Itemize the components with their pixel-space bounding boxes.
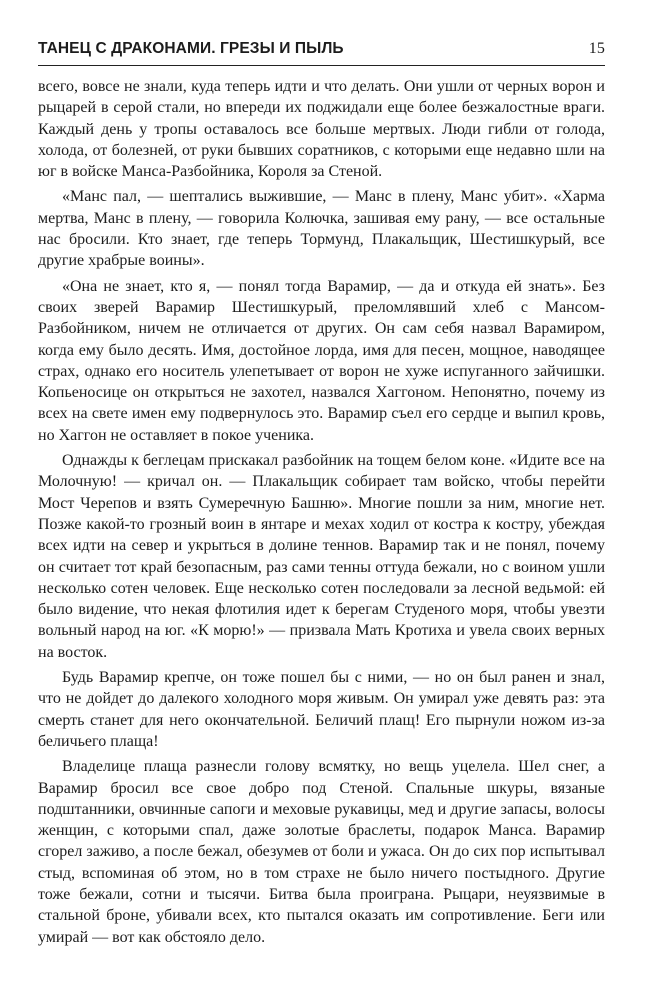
body-text [38, 76, 605, 948]
paragraph-4: Однажды к беглецам прискакал разбойник на тощем белом коне. «Идите все на Молочную! — кричал он. — Плакальщик собирает там войско, чтобы перейти Мост Черепов и взять Сумеречную Башню». Многие пошли за ним, многие нет. Позже какой-то грозный воин в янтаре и мехах ходил от костра к костру, убеждая всех идти на север и укрыться в долине теннов. Варамир так и не понял, почему он считает тот край безопасным, раз сами тенны оттуда бежали, но с воином ушли несколько сотен человек. Еще несколько сотен последовали за лесной ведьмой: ей было видение, что некая флотилия идет к берегам Студеного моря, чтобы увезти вольный народ на юг. «К морю!» — призвала Мать Кротиха и увела своих верных на восток. [38, 452, 605, 661]
page-number: 15 [588, 40, 605, 57]
paragraph-5: Будь Варамир крепче, он тоже пошел бы с ними, — но он был ранен и знал, что не дойдет до далекого холодного моря живым. Он умирал уже девять раз: эта смерть станет для него окончательной. Беличий плащ! Его пырнули ножом из-за беличьего плаща! [38, 669, 605, 750]
running-title: ТАНЕЦ С ДРАКОНАМИ. ГРЕЗЫ И ПЫЛЬ [38, 40, 344, 57]
paragraph-1: всего, вовсе не знали, куда теперь идти и что делать. Они ушли от черных ворон и рыцарей в серой стали, но впереди их поджидали еще более безжалостные враги. Каждый день у тропы оставалось все больше мертвых. Люди гибли от голода, холода, от болезней, от руки бывших соратников, с которыми еще недавно шли на юг в войске Манса-Разбойника, Короля за Стеной. [38, 78, 605, 181]
paragraph-6: Владелице плаща разнесли голову всмятку, но вещь уцелела. Шел снег, а Варамир бросил все свое добро под Стеной. Спальные шкуры, вязаные подштанники, овчинные сапоги и меховые рукавицы, мед и другие запасы, волосы женщин, с которыми спал, даже золотые браслеты, подарок Манса. Варамир сгорел заживо, а после бежал, обезумев от боли и ужаса. Он до сих пор испытывал стыд, вспоминая об этом, но в том страхе не было ничего постыдного. Другие тоже бежали, сотни и тысячи. Битва была проиграна. Рыцари, неуязвимые в стальной броне, убивали всех, кто пытался оказать им сопротивление. Беги или умирай — вот как обстояло дело. [38, 758, 605, 946]
running-header [38, 40, 605, 66]
book-page [38, 40, 605, 980]
paragraph-3: «Она не знает, кто я, — понял тогда Варамир, — да и откуда ей знать». Без своих зверей Варамир Шестишкурый, преломлявший хлеб с Мансом-Разбойником, ничем не отличается от других. Он сам себя назвал Варамиром, когда ему было десять. Имя, достойное лорда, имя для песен, мощное, наводящее страх, однако его носитель улепетывает от ворон не хуже испуганного зайчишки. Копьеносице он открыться не захотел, назвался Хаггоном. Непонятно, почему из всех на свете имен ему подвернулось это. Варамир съел его сердце и выпил кровь, но Хаггон не оставляет в покое ученика. [38, 277, 605, 444]
paragraph-2: «Манс пал, — шептались выжившие, — Манс в плену, Манс убит». «Харма мертва, Манс в плену, — говорила Колючка, зашивая ему рану, — все остальные нас бросили. Кто знает, где теперь Тормунд, Плакальщик, Шестишкурый, все другие храбрые воины». [38, 188, 605, 270]
